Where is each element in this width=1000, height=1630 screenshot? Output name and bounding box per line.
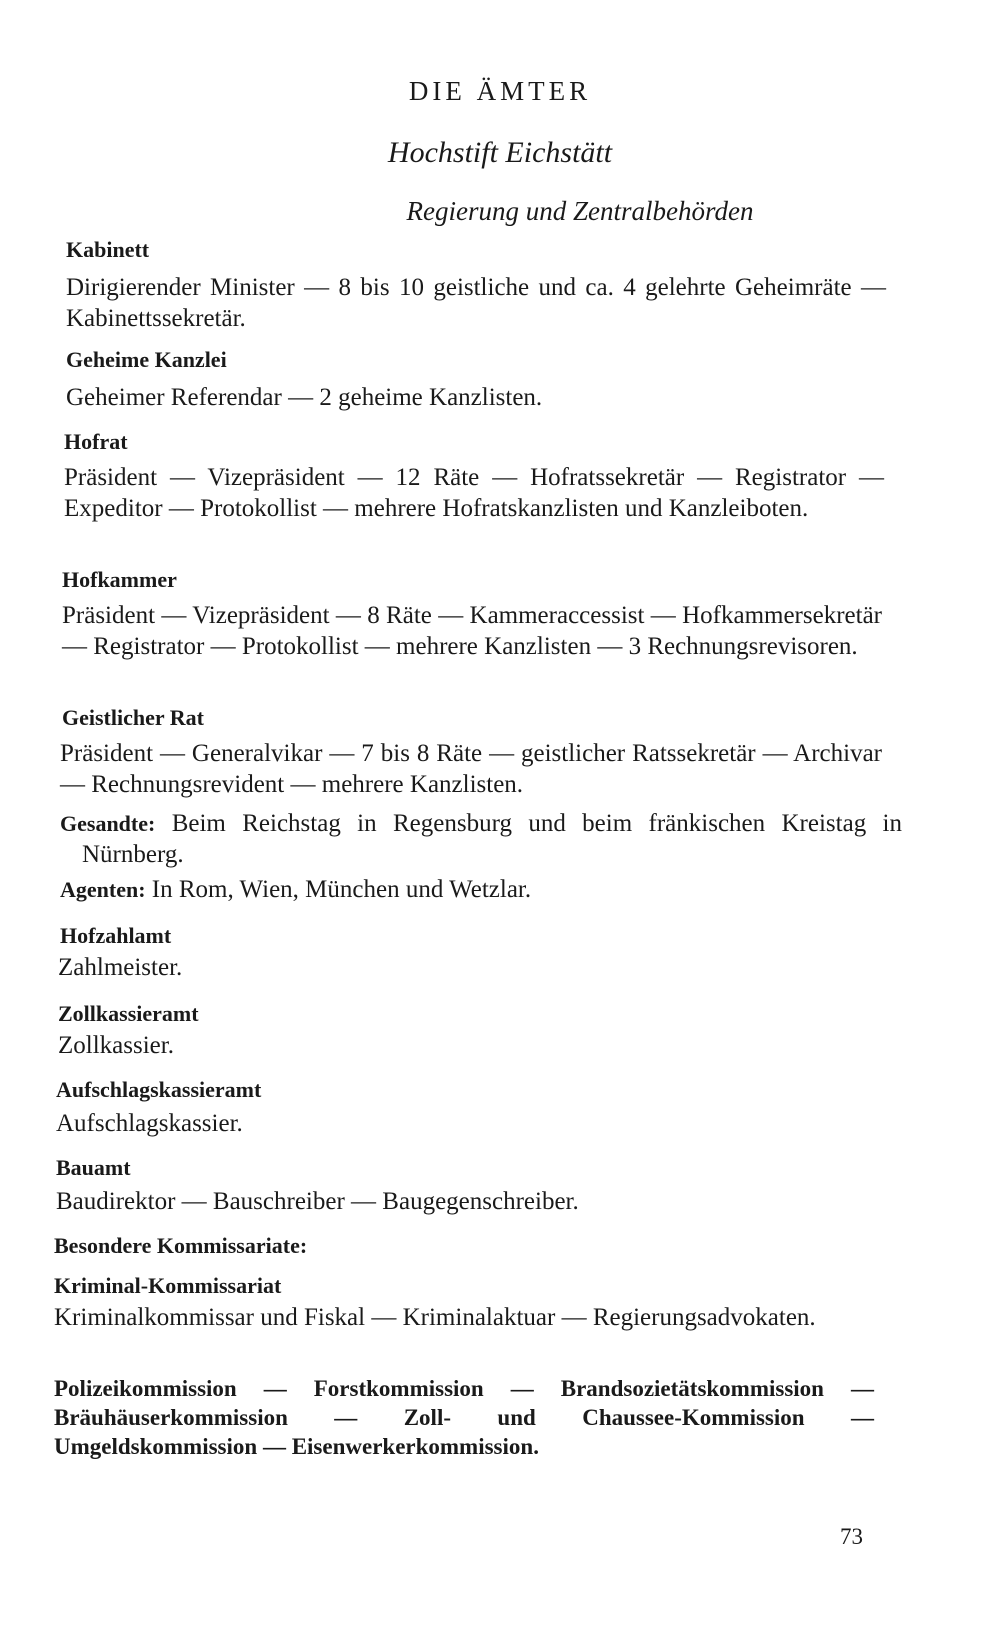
heading-agenten: Agenten:	[60, 877, 146, 902]
heading-geistlicher-rat: Geistlicher Rat	[62, 705, 204, 730]
paragraph-geistlicher-rat: Präsident — Generalvikar — 7 bis 8 Räte — geistlicher Ratssekretär — Archivar — Rechnungsrevident — mehrere Kanzlisten.	[60, 740, 882, 798]
paragraph-agenten	[60, 874, 920, 905]
paragraph-kommissionen: Polizeikommission — Forstkommission — Brandsozietätskommission — Bräuhäuserkommission — Zoll- und Chaussee-Kommission — Umgeldskommission — Eisenwerkerkommission.	[54, 1376, 874, 1459]
page-subtitle: Hochstift Eichstätt	[387, 136, 613, 169]
paragraph-kriminal-kommissariat: Kriminalkommissar und Fiskal — Kriminalaktuar — Regierungsadvokaten.	[54, 1304, 816, 1331]
text-agenten: In Rom, Wien, München und Wetzlar.	[151, 876, 532, 903]
heading-bauamt: Bauamt	[56, 1155, 131, 1180]
paragraph-bauamt: Baudirektor — Bauschreiber — Baugegenschreiber.	[56, 1188, 579, 1215]
heading-hofkammer: Hofkammer	[62, 567, 177, 592]
heading-hofzahlamt: Hofzahlamt	[60, 923, 172, 948]
paragraph-hofrat: Präsident — Vizepräsident — 12 Räte — Hofratssekretär — Registrator — Expeditor — Protokollist — mehrere Hofratskanzlisten und Kanzleiboten.	[64, 464, 884, 522]
paragraph-zollkassieramt: Zollkassier.	[58, 1032, 174, 1059]
text-gesandte: Beim Reichstag in Regensburg und beim fränkischen Kreistag in Nürnberg.	[82, 810, 903, 868]
heading-kabinett: Kabinett	[66, 237, 150, 262]
paragraph-geheime-kanzlei: Geheimer Referendar — 2 geheime Kanzlisten.	[66, 384, 543, 411]
heading-hofrat: Hofrat	[64, 429, 128, 454]
page-title: DIE ÄMTER	[408, 76, 592, 106]
heading-besondere-kommissariate: Besondere Kommissariate:	[54, 1233, 308, 1258]
heading-kriminal-kommissariat: Kriminal-Kommissariat	[54, 1273, 282, 1298]
heading-geheime-kanzlei: Geheime Kanzlei	[66, 347, 227, 372]
paragraph-gesandte	[60, 808, 902, 870]
heading-aufschlagskassieramt: Aufschlagskassieramt	[56, 1077, 262, 1102]
heading-gesandte: Gesandte:	[60, 811, 156, 836]
heading-zollkassieramt: Zollkassieramt	[58, 1001, 199, 1026]
paragraph-hofkammer: Präsident — Vizepräsident — 8 Räte — Kammeraccessist — Hofkammersekretär — Registrator — Protokollist — mehrere Kanzlisten — 3 Rechnungsrevisoren.	[62, 602, 882, 660]
section-title: Regierung und Zentralbehörden	[406, 196, 754, 226]
paragraph-hofzahlamt: Zahlmeister.	[58, 954, 183, 981]
page-number: 73	[840, 1524, 863, 1549]
paragraph-aufschlagskassieramt: Aufschlagskassier.	[56, 1110, 243, 1137]
paragraph-kabinett: Dirigierender Minister — 8 bis 10 geistliche und ca. 4 gelehrte Geheimräte — Kabinettssekretär.	[66, 274, 886, 332]
